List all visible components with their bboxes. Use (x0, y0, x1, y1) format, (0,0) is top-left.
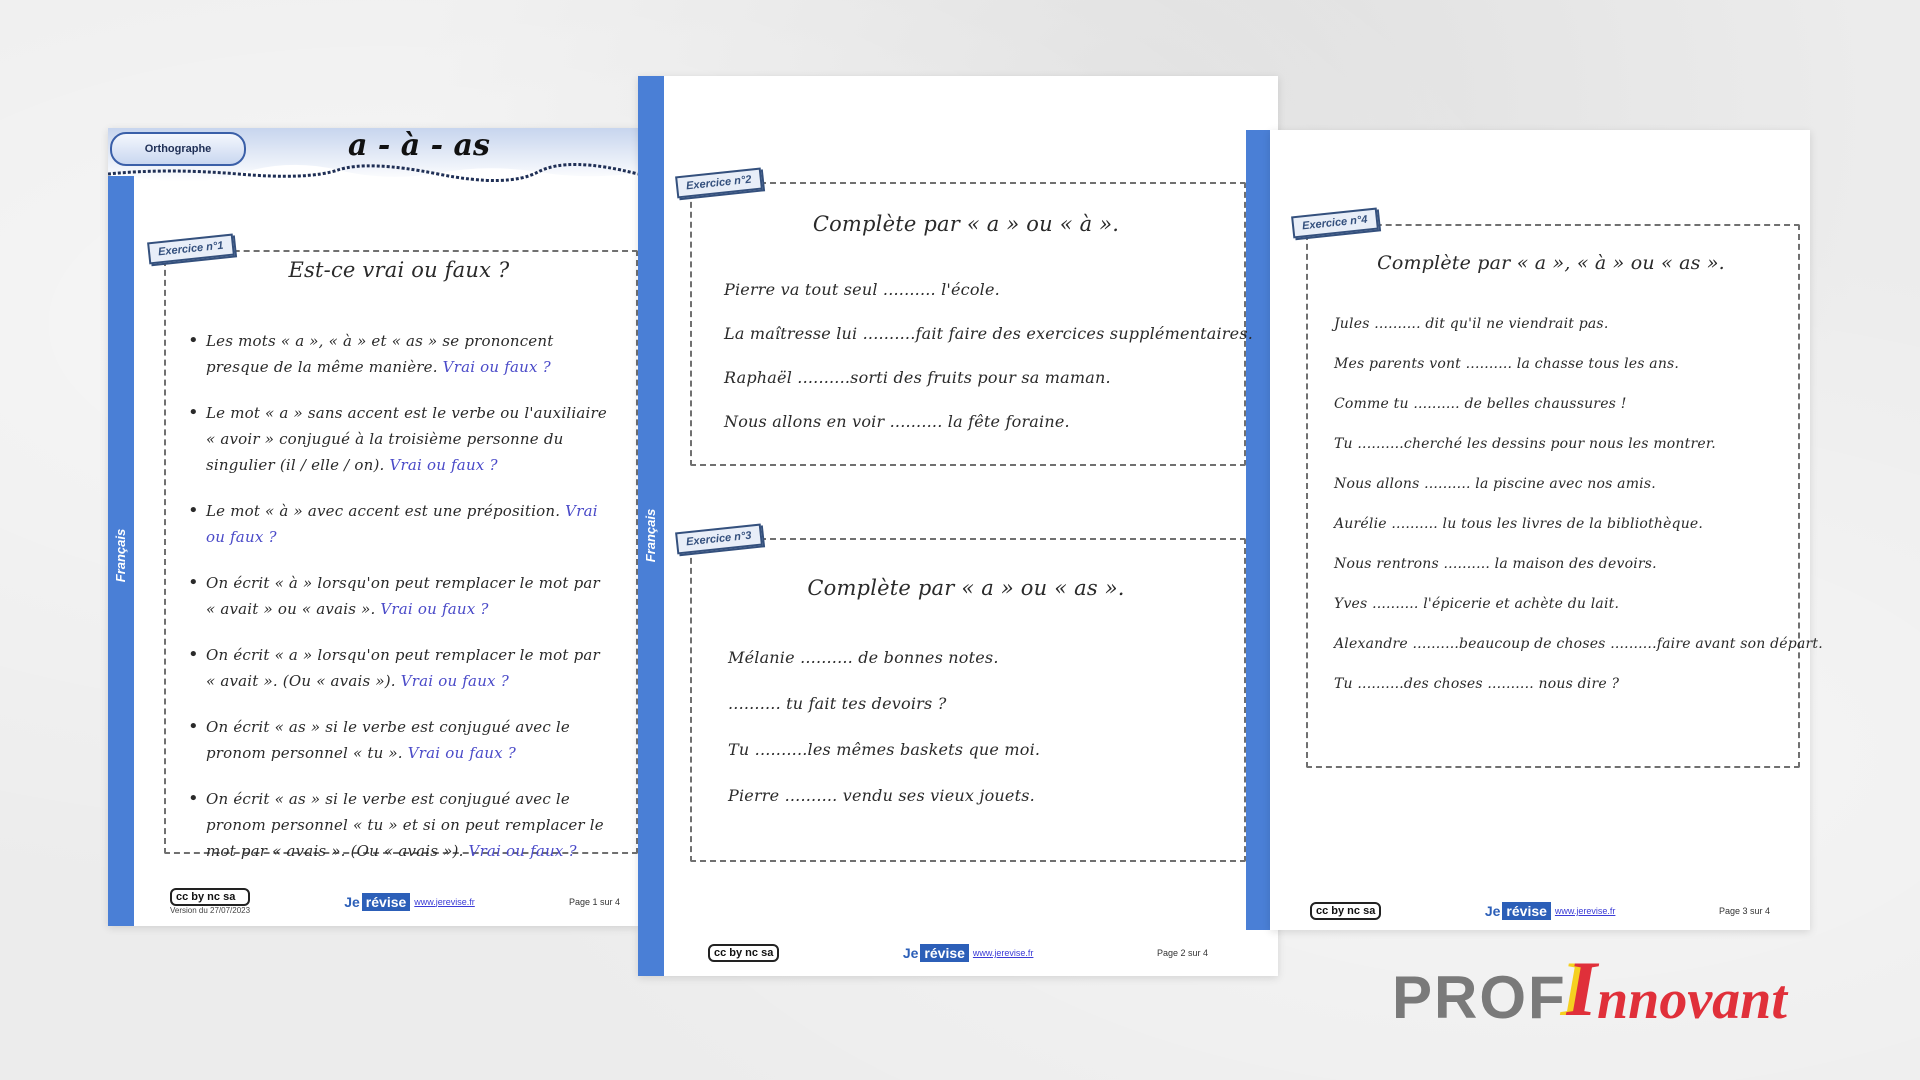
list-item: • On écrit « as » si le verbe est conjugué avec le pronom personnel « tu ». Vrai ou faux ? (188, 714, 608, 766)
exercise-4-line: Comme tu .......... de belles chaussures ! (1334, 396, 1627, 412)
logo-part-i: I (1566, 945, 1598, 1032)
side-label: Français (113, 528, 129, 583)
true-false-link[interactable]: Vrai ou faux ? (380, 600, 489, 618)
license-badge: cc by nc sa (708, 944, 779, 962)
exercise-2-line: Nous allons en voir .......... la fête foraine. (724, 412, 1070, 431)
list-item: • On écrit « à » lorsqu'on peut remplacer le mot par « avait » ou « avais ». Vrai ou faux ? (188, 570, 608, 622)
exercise-3-line: Mélanie .......... de bonnes notes. (728, 648, 999, 667)
exercise-2-title: Complète par « a » ou « à ». (812, 212, 1120, 236)
page-title: a - à - as (348, 128, 490, 163)
worksheet-page-1 (108, 128, 638, 926)
exercise-2-line: Pierre va tout seul .......... l'école. (724, 280, 1000, 299)
page-number: Page 1 sur 4 (568, 896, 620, 907)
page-number: Page 3 sur 4 (1718, 906, 1770, 916)
exercise-3-tag: Exercice n°3 (675, 524, 762, 555)
exercise-4-line: Tu ..........des choses .......... nous dire ? (1334, 676, 1620, 692)
logo-part-prof: PROF (1392, 964, 1567, 1031)
exercise-4-line: Yves .......... l'épicerie et achète du lait. (1334, 596, 1620, 612)
exercise-2-line: Raphaël ..........sorti des fruits pour sa maman. (724, 368, 1111, 387)
version-text: Version du 27/07/2023 (170, 906, 251, 915)
side-label: Français (1269, 510, 1285, 565)
worksheet-page-2 (638, 76, 1278, 976)
worksheet-page-3 (1269, 130, 1823, 930)
true-false-link[interactable]: Vrai ou faux ? (468, 842, 577, 860)
footer (1310, 902, 1770, 920)
exercise-4-line: Alexandre ..........beaucoup de choses ..........faire avant son départ. (1334, 636, 1823, 652)
site-link[interactable]: www.jerevise.fr (414, 896, 475, 907)
exercise-4-line: Mes parents vont .......... la chasse tous les ans. (1334, 356, 1680, 372)
true-false-link[interactable]: Vrai ou faux ? (206, 502, 598, 546)
category-button[interactable] (110, 132, 246, 166)
exercise-3-line: .......... tu fait tes devoirs ? (728, 694, 947, 713)
site-link[interactable]: www.jerevise.fr (972, 948, 1034, 958)
logo-part-innovant: nnovant (1597, 969, 1787, 1031)
page-number: Page 2 sur 4 (1156, 948, 1208, 958)
true-false-link[interactable]: Vrai ou faux ? (389, 456, 498, 474)
exercise-3-line: Tu ..........les mêmes baskets que moi. (728, 740, 1041, 759)
exercise-4-line: Tu ..........cherché les dessins pour nous les montrer. (1334, 436, 1716, 452)
list-item: • Le mot « a » sans accent est le verbe ou l'auxiliaire « avoir » conjugué à la troisième personne du singulier (il / elle / on). Vrai ou faux ? (188, 400, 608, 478)
exercise-4-line: Nous allons .......... la piscine avec nos amis. (1334, 476, 1656, 492)
true-false-link[interactable]: Vrai ou faux ? (407, 744, 516, 762)
license-badge: cc by nc sa (1310, 902, 1381, 920)
footer (708, 944, 1208, 962)
exercise-3-line: Pierre .......... vendu ses vieux jouets. (728, 786, 1035, 805)
brand-logo: Je révise (1485, 903, 1551, 919)
exercise-1-title: Est-ce vrai ou faux ? (288, 258, 510, 282)
list-item: • Les mots « a », « à » et « as » se prononcent presque de la même manière. Vrai ou faux ? (188, 328, 608, 380)
exercise-4-line: Jules .......... dit qu'il ne viendrait pas. (1334, 316, 1609, 332)
exercise-1-tag: Exercice n°1 (147, 234, 234, 265)
site-link[interactable]: www.jerevise.fr (1554, 906, 1616, 916)
exercise-4-line: Nous rentrons .......... la maison des devoirs. (1334, 556, 1657, 572)
brand-logo: Je révise (344, 894, 410, 910)
list-item: • On écrit « a » lorsqu'on peut remplacer le mot par « avait ». (Ou « avais »). Vrai ou faux ? (188, 642, 608, 694)
list-item: • On écrit « as » si le verbe est conjugué avec le pronom personnel « tu » et si on peut remplacer le mot par « avais ». (Ou « avais »). Vrai ou faux ? (188, 786, 608, 864)
license-badge: cc by nc sa (170, 888, 250, 906)
true-false-link[interactable]: Vrai ou faux ? (442, 358, 551, 376)
side-label: Français (643, 508, 659, 563)
exercise-4-line: Aurélie .......... lu tous les livres de la bibliothèque. (1334, 516, 1704, 532)
exercise-4-title: Complète par « a », « à » ou « as ». (1377, 252, 1725, 274)
footer (170, 888, 620, 915)
list-item: • Le mot « à » avec accent est une préposition. Vrai ou faux ? (188, 498, 608, 550)
profinnovant-logo (1392, 945, 1787, 1032)
brand-logo: Je révise (903, 945, 969, 961)
true-false-link[interactable]: Vrai ou faux ? (400, 672, 509, 690)
exercise-2-line: La maîtresse lui ..........fait faire des exercices supplémentaires. (724, 324, 1254, 343)
exercise-3-title: Complète par « a » ou « as ». (807, 576, 1125, 600)
right-edge-bar (1246, 130, 1270, 930)
true-false-list (188, 328, 608, 884)
exercise-4-tag: Exercice n°4 (1291, 208, 1378, 239)
exercise-2-tag: Exercice n°2 (675, 168, 762, 199)
category-button-label: Orthographe (144, 143, 212, 155)
